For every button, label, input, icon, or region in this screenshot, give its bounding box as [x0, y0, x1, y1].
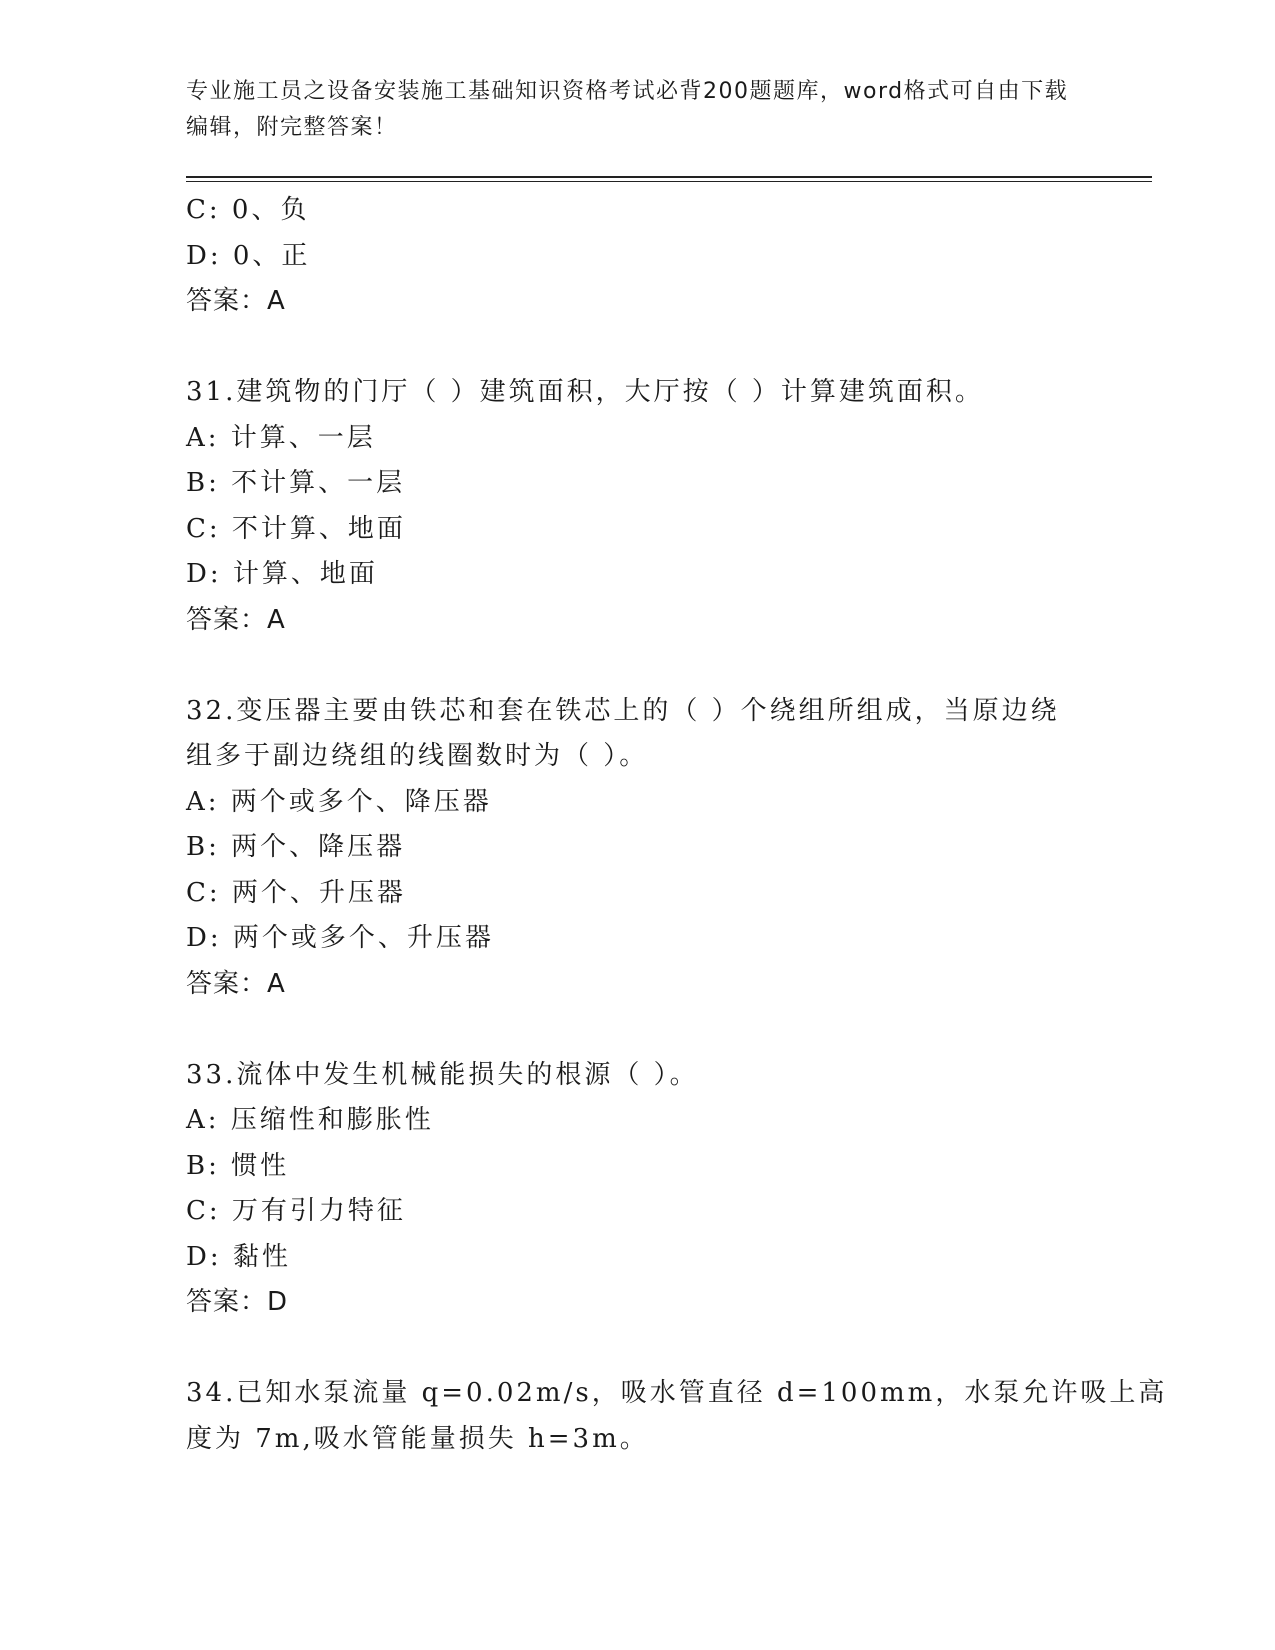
option-b: B: 惯性 [186, 1150, 290, 1181]
answer-line: 答案：A [186, 968, 286, 999]
question-34 [186, 1371, 1168, 1462]
option-b: B: 两个、降压器 [186, 832, 406, 862]
option-a: A: 两个或多个、降压器 [186, 786, 492, 817]
question-stem-line-2: 组多于副边绕组的线圈数时为（ ）。 [186, 741, 649, 771]
question-stem-line-1: 34.已知水泵流量 q=0.02m/s，吸水管直径 d=100mm，水泵允许吸上高 [186, 1378, 1168, 1408]
option-c: C: 0、负 [186, 195, 310, 225]
option-d: D: 0、正 [186, 240, 311, 271]
question-list [186, 188, 1168, 1462]
question-stem-line-2: 度为 7m,吸水管能量损失 h=3m。 [186, 1423, 649, 1454]
header-divider [186, 176, 1152, 182]
option-c: C: 万有引力特征 [186, 1196, 406, 1226]
option-a: A: 压缩性和膨胀性 [186, 1105, 434, 1135]
document-header-title: 专业施工员之设备安装施工基础知识资格考试必背200题题库，word格式可自由下载编辑，附完整答案！ [186, 79, 1069, 140]
question-32 [186, 689, 1086, 1008]
option-b: B: 不计算、一层 [186, 468, 406, 498]
answer-line: 答案：D [186, 1287, 289, 1317]
option-a: A: 计算、一层 [186, 422, 376, 453]
question-31 [186, 370, 1086, 643]
question-30 [186, 188, 1086, 325]
option-c: C: 两个、升压器 [186, 877, 406, 908]
question-stem: 33.流体中发生机械能损失的根源（ ）。 [186, 1059, 699, 1090]
spacer [186, 1007, 1086, 1053]
option-d: D: 计算、地面 [186, 559, 378, 589]
answer-line: 答案：A [186, 286, 286, 316]
question-stem-line-1: 32.变压器主要由铁芯和套在铁芯上的（ ）个绕组所组成，当原边绕 [186, 695, 1060, 726]
spacer [186, 1326, 1086, 1372]
spacer [186, 643, 1086, 689]
option-c: C: 不计算、地面 [186, 513, 406, 544]
spacer [186, 325, 1086, 371]
answer-line: 答案：A [186, 604, 286, 635]
question-stem: 31.建筑物的门厅（ ）建筑面积，大厅按（ ）计算建筑面积。 [186, 377, 984, 407]
question-33 [186, 1053, 1086, 1326]
option-d: D: 两个或多个、升压器 [186, 923, 494, 953]
option-d: D: 黏性 [186, 1241, 291, 1272]
